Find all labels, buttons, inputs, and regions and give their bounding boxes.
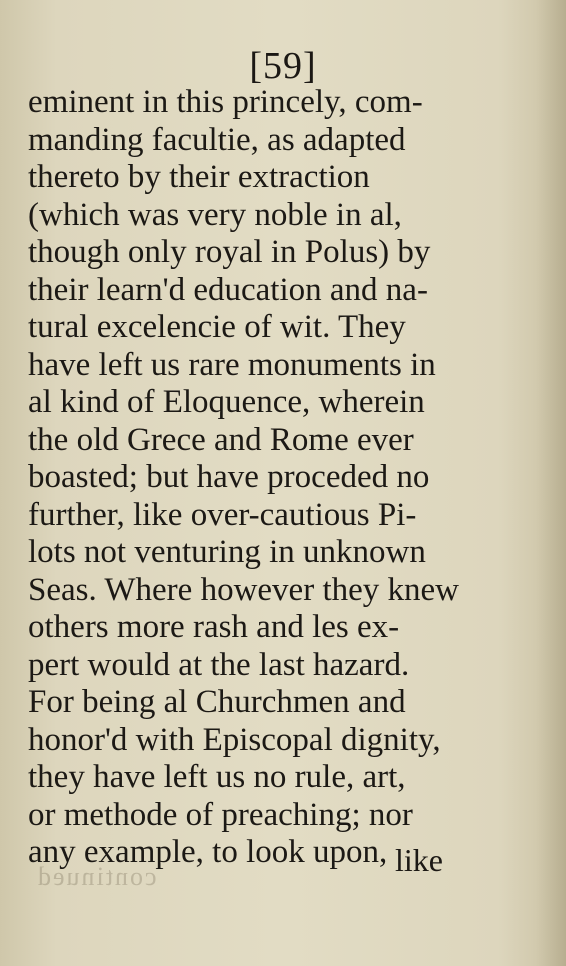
text-line: tural excelencie of wit. They [28, 309, 406, 345]
text-line: (which was very noble in al, [28, 196, 402, 233]
text-line: Seas. Where however they knew [28, 571, 459, 608]
text-line: For being al Churchmen and [28, 684, 406, 720]
text-line: boasted; but have proceded no [28, 459, 430, 495]
text-line: have left us rare monuments in [28, 346, 436, 383]
text-line: al kind of Eloquence, wherein [28, 384, 425, 420]
text-line: or methode of preaching; nor [28, 796, 413, 833]
text-line: honor'd with Episcopal dignity, [28, 721, 441, 758]
bleed-through-text: continued [36, 862, 157, 891]
text-line: further, like over-cautious Pi- [28, 496, 417, 533]
text-line: manding facultie, as adapted [28, 121, 406, 158]
page-number: [59] [249, 45, 317, 87]
page-edge-shadow [536, 0, 566, 966]
catchword: like [395, 842, 443, 878]
text-line: the old Grece and Rome ever [28, 421, 414, 458]
body-text [28, 84, 528, 872]
text-line: eminent in this princely, com- [28, 84, 423, 120]
text-line: they have left us no rule, art, [28, 759, 406, 795]
text-line: others more rash and les ex- [28, 609, 400, 645]
text-line: pert would at the last hazard. [28, 646, 410, 683]
text-line: though only royal in Polus) by [28, 234, 431, 270]
text-line: thereto by their extraction [28, 159, 370, 195]
text-line: their learn'd education and na- [28, 271, 428, 308]
text-line: any example, to look upon, [28, 834, 388, 870]
text-line: lots not venturing in unknown [28, 534, 426, 570]
